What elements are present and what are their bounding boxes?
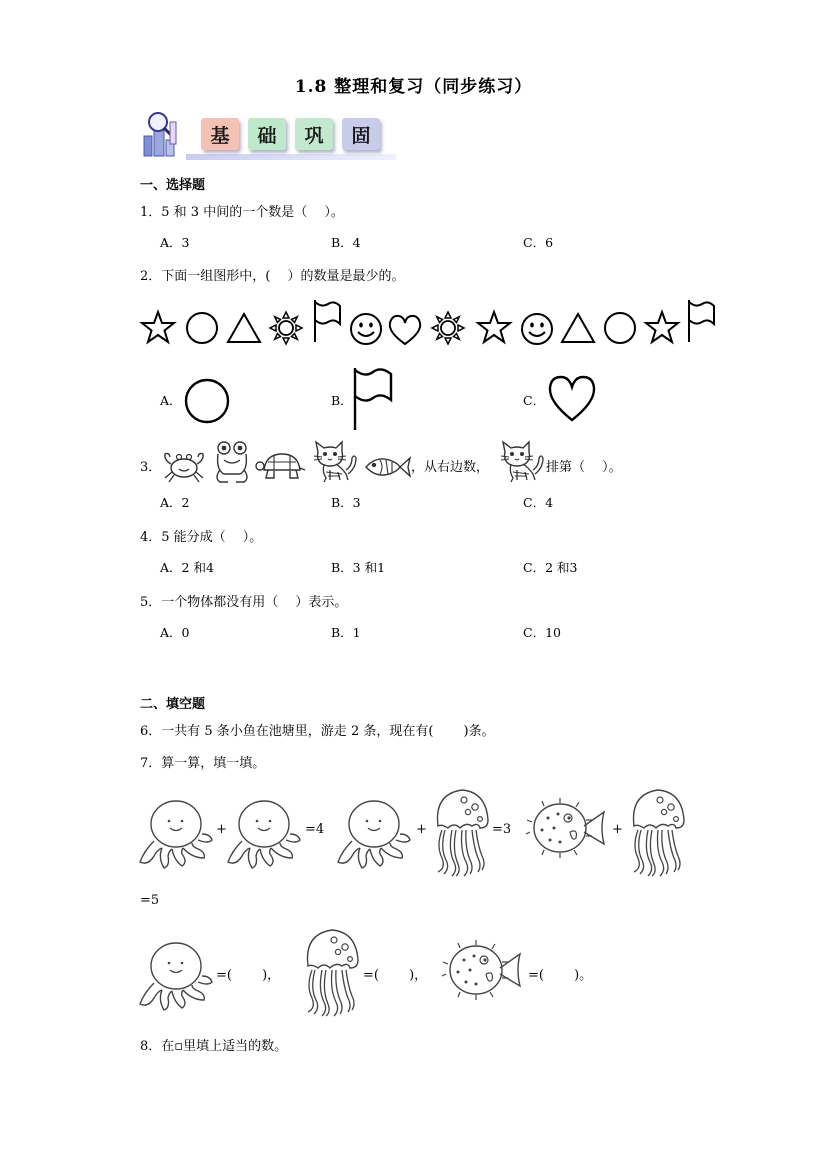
sun-icon xyxy=(270,312,304,346)
octopus-icon xyxy=(140,796,216,868)
banner-char-4: 固 xyxy=(342,118,380,150)
flag-icon xyxy=(686,300,720,346)
question-7: 7．算一算，填一填。 xyxy=(140,756,266,771)
banner-char-1: 基 xyxy=(201,118,239,150)
flag-icon xyxy=(351,366,397,432)
octopus-icon xyxy=(228,796,304,868)
q5-option-a: A．0 xyxy=(160,625,190,640)
banner-char-2: 础 xyxy=(248,118,286,150)
circle-icon xyxy=(184,378,230,424)
section-heading-fill: 二、填空题 xyxy=(140,697,206,712)
sun-icon xyxy=(432,312,466,346)
question-5: 5．一个物体都没有用（ ）表示。 xyxy=(140,595,348,610)
question-4: 4．5 能分成（ ）。 xyxy=(140,530,263,545)
triangle-icon xyxy=(228,312,262,346)
circle-icon xyxy=(186,312,220,346)
question-1: 1．5 和 3 中间的一个数是（ ）。 xyxy=(140,205,344,220)
octopus-icon xyxy=(140,938,216,1010)
octopus-icon xyxy=(338,796,414,868)
smile-icon xyxy=(521,313,555,347)
q1-option-a: A．3 xyxy=(160,235,190,250)
magnifier-building-icon xyxy=(140,110,190,162)
q1-option-b: B．4 xyxy=(331,235,361,250)
section-heading-choice: 一、选择题 xyxy=(140,178,206,193)
q2-option-c: C． xyxy=(523,393,546,408)
q3-option-b: B．3 xyxy=(331,495,361,510)
q3-option-c: C．4 xyxy=(523,495,554,510)
question-6: 6．一共有 5 条小鱼在池塘里，游走 2 条，现在有( )条。 xyxy=(140,724,495,739)
pufferfish-answer-blank[interactable]: =( )。 xyxy=(528,968,593,983)
star-icon xyxy=(478,312,512,346)
star-icon xyxy=(646,312,680,346)
question-3-suffix: 排第（ ）。 xyxy=(546,460,622,475)
page-title: 1.8 整理和复习（同步练习） xyxy=(294,77,533,97)
equation-result-3: =3 xyxy=(492,822,512,837)
q4-option-c: C．2 和3 xyxy=(523,560,578,575)
jellyfish-icon xyxy=(428,786,492,880)
star-icon xyxy=(142,312,176,346)
jellyfish-answer-blank[interactable]: =( )， xyxy=(363,968,428,983)
question-3-prefix: 3． xyxy=(140,460,162,475)
frog-icon xyxy=(212,440,252,484)
equation-result-5: =5 xyxy=(140,893,160,908)
heart-icon xyxy=(388,314,424,348)
q3-option-a: A．2 xyxy=(160,495,190,510)
q5-option-b: B．1 xyxy=(331,625,361,640)
pufferfish-icon xyxy=(446,940,524,1002)
heart-icon xyxy=(547,374,597,424)
q5-option-c: C．10 xyxy=(523,625,561,640)
jellyfish-icon xyxy=(298,926,362,1020)
question-2: 2．下面一组图形中，( ）的数量是最少的。 xyxy=(140,269,405,284)
triangle-icon xyxy=(562,312,596,346)
pufferfish-icon xyxy=(530,798,608,860)
cat-icon xyxy=(499,440,545,484)
animal-row xyxy=(162,440,412,486)
q4-option-b: B．3 和1 xyxy=(331,560,386,575)
plus-sign: + xyxy=(216,822,227,837)
q2-option-b: B． xyxy=(331,393,353,408)
question-3-middle: ，从右边数， xyxy=(411,460,490,475)
octopus-answer-blank[interactable]: =( )， xyxy=(216,968,281,983)
equation-result-4: =4 xyxy=(305,822,325,837)
q4-option-a: A．2 和4 xyxy=(160,560,214,575)
q1-option-c: C．6 xyxy=(523,235,554,250)
cat-icon xyxy=(312,440,358,484)
q2-option-a: A． xyxy=(160,393,182,408)
circle-icon xyxy=(604,312,638,346)
crab-icon xyxy=(162,448,206,484)
flag-icon xyxy=(312,300,346,346)
plus-sign: + xyxy=(416,822,427,837)
turtle-icon xyxy=(256,450,306,482)
shape-row xyxy=(140,300,720,350)
question-8: 8．在▫里填上适当的数。 xyxy=(140,1039,288,1054)
smile-icon xyxy=(350,313,384,347)
jellyfish-icon xyxy=(624,786,688,880)
plus-sign: + xyxy=(612,822,623,837)
fish-icon xyxy=(364,452,410,482)
banner-char-3: 巩 xyxy=(295,118,333,150)
